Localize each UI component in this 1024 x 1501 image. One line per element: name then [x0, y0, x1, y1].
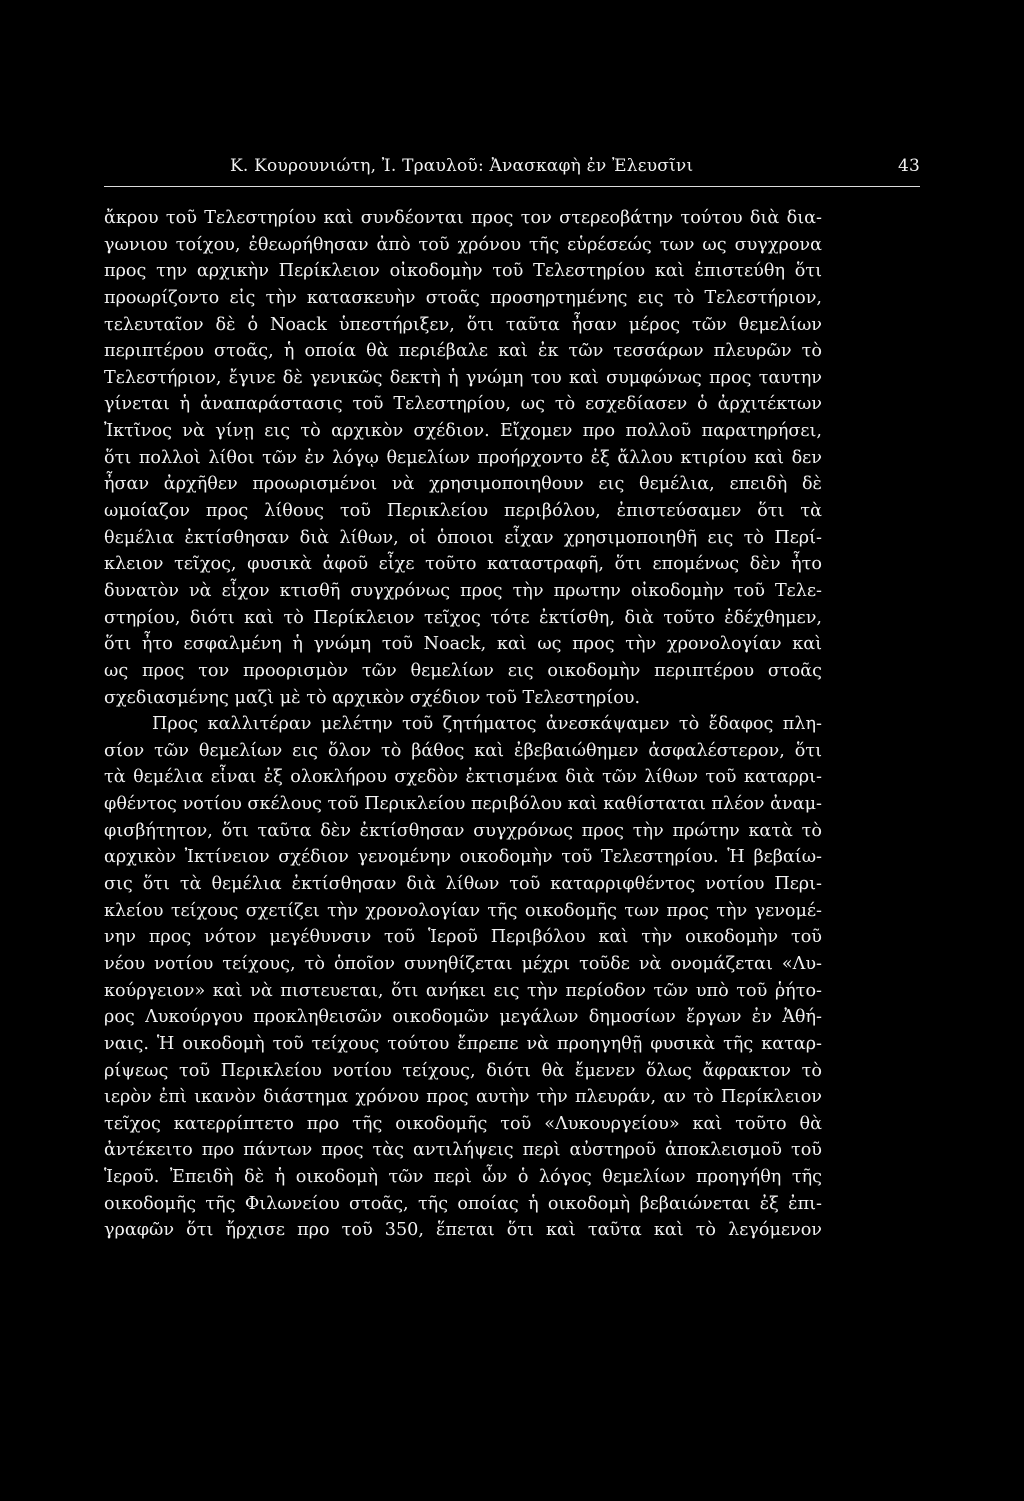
text-line: σχεδιασμένης μαζὶ μὲ τὸ αρχικὸν σχέδιον τοῦ Τελεστηρίου. [104, 687, 641, 708]
text-line: τεῖχος κατερρίπτετο προ τῆς οικοδομῆς τοῦ «Λυκουργείου» καὶ τοῦτο θὰ [104, 1113, 822, 1134]
text-line: ναις. Ἡ οικοδομὴ τοῦ τείχους τούτου ἔπρεπε νὰ προηγηθῇ φυσικὰ τῆς καταρ- [104, 1033, 822, 1054]
text-line: ὅτι ἦτο εσφαλμένη ἡ γνώμη τοῦ Noack, καὶ ως προς τὴν χρονολογίαν καὶ [104, 634, 822, 655]
text-line: γίνεται ἡ ἀναπαράστασις τοῦ Τελεστηρίου, ως τὸ εσχεδίασεν ὁ ἀρχιτέκτων [104, 394, 822, 415]
text-line: κούργειον» καὶ νὰ πιστευεται, ὅτι ανήκει εις τὴν περίοδον τῶν υπὸ τοῦ ῥήτο- [104, 980, 822, 1001]
text-line: Ἰκτῖνος νὰ γίνῃ εις τὸ αρχικὸν σχέδιον. Εἴχομεν προ πολλοῦ παρατηρήσει, [104, 421, 822, 442]
text-line: σις ὅτι τὰ θεμέλια ἐκτίσθησαν διὰ λίθων τοῦ καταρριφθέντος νοτίου Περι- [104, 874, 822, 895]
body-text [104, 205, 822, 1244]
text-line: στηρίου, διότι καὶ τὸ Περίκλειον τεῖχος τότε ἐκτίσθη, διὰ τοῦτο ἐδέχθημεν, [104, 607, 822, 628]
text-line: αρχικὸν Ἰκτίνειον σχέδιον γενομένην οικοδομὴν τοῦ Τελεστηρίου. Ἡ βεβαίω- [104, 847, 822, 868]
text-line: φθέντος νοτίου σκέλους τοῦ Περικλείου περιβόλου καὶ καθίσταται πλέον ἀναμ- [104, 794, 822, 815]
text-line: γραφῶν ὅτι ἤρχισε προ τοῦ 350, ἕπεται ὅτι καὶ ταῦτα καὶ τὸ λεγόμενον [104, 1220, 822, 1241]
text-line: τὰ θεμέλια εἶναι ἐξ ολοκλήρου σχεδὸν ἐκτισμένα διὰ τῶν λίθων τοῦ καταρρι- [104, 767, 822, 788]
text-line: ρίψεως τοῦ Περικλείου νοτίου τείχους, διότι θὰ ἔμενεν ὅλως ἄφρακτον τὸ [104, 1060, 822, 1081]
text-line: φισβήτητον, ὅτι ταῦτα δὲν ἐκτίσθησαν συγχρόνως προς τὴν πρώτην κατὰ τὸ [104, 820, 822, 841]
text-line: γωνιου τοίχου, ἐθεωρήθησαν ἀπὸ τοῦ χρόνου τῆς εὑρέσεώς των ως συγχρονα [104, 234, 822, 255]
text-line: δυνατὸν νὰ εἶχον κτισθῆ συγχρόνως προς τὴν πρωτην οἰκοδομὴν τοῦ Τελε- [104, 580, 822, 601]
text-line: ἄκρου τοῦ Τελεστηρίου καὶ συνδέονται προς τον στερεοβάτην τούτου διὰ δια- [104, 208, 822, 228]
text-line: προωρίζοντο εἰς τὴν κατασκευὴν στοᾶς προσηρτημένης εις τὸ Τελεστήριον, [104, 287, 822, 308]
text-line: ιερὸν ἐπὶ ικανὸν διάστημα χρόνου προς αυτὴν τὴν πλευράν, αν τὸ Περίκλειον [104, 1087, 822, 1108]
text-line: κλείου τείχους σχετίζει τὴν χρονολογίαν τῆς οικοδομῆς των προς τὴν γενομέ- [104, 900, 822, 921]
text-line: ἀντέκειτο προ πάντων προς τὰς αντιλήψεις περὶ αὐστηροῦ ἀποκλεισμοῦ τοῦ [104, 1140, 822, 1161]
text-line: Προς καλλιτέραν μελέτην τοῦ ζητήματος ἀνεσκάψαμεν τὸ ἔδαφος πλη- [152, 714, 822, 735]
text-line: ρος Λυκούργου προκληθεισῶν οικοδομῶν μεγάλων δημοσίων ἔργων ἐν Ἀθή- [104, 1007, 822, 1028]
text-line: Ἱεροῦ. Ἐπειδὴ δὲ ἡ οικοδομὴ τῶν περὶ ὧν ὁ λόγος θεμελίων προηγήθη τῆς [104, 1167, 822, 1188]
text-line: Τελεστήριον, ἔγινε δὲ γενικῶς δεκτὴ ἡ γνώμη του καὶ συμφώνως προς ταυτην [104, 367, 822, 388]
text-line: σίον τῶν θεμελίων εις ὅλον τὸ βάθος καὶ ἐβεβαιώθημεν ἀσφαλέστερον, ὅτι [104, 740, 822, 761]
text-line: οικοδομῆς τῆς Φιλωνείου στοᾶς, τῆς οποίας ἡ οικοδομὴ βεβαιώνεται ἐξ ἐπι- [104, 1193, 822, 1214]
text-line: νην προς νότον μεγέθυνσιν τοῦ Ἱεροῦ Περιβόλου καὶ τὴν οικοδομὴν τοῦ [104, 927, 822, 948]
text-line: ὅτι πολλοὶ λίθοι τῶν ἐν λόγῳ θεμελίων προήρχοντο ἐξ ἄλλου κτιρίου καὶ δεν [104, 447, 822, 468]
text-line: ωμοίαζον προς λίθους τοῦ Περικλείου περιβόλου, ἐπιστεύσαμεν ὅτι τὰ [104, 501, 822, 522]
text-line: τελευταῖον δὲ ὁ Noack ὑπεστήριξεν, ὅτι ταῦτα ἦσαν μέρος τῶν θεμελίων [104, 314, 822, 335]
running-title: Κ. Κουρουνιώτη, Ἰ. Τραυλοῦ: Ἀνασκαφὴ ἐν Ἐλευσῖνι [230, 156, 694, 176]
text-line: θεμέλια ἐκτίσθησαν διὰ λίθων, οἱ ὁποιοι εἶχαν χρησιμοποιηθῆ εις τὸ Περί- [104, 527, 822, 548]
header-rule [104, 186, 920, 187]
text-line: προς την αρχικὴν Περίκλειον οἰκοδομὴν τοῦ Τελεστηρίου καὶ ἐπιστεύθη ὅτι [104, 261, 822, 282]
text-line: ως προς τον προορισμὸν τῶν θεμελίων εις οικοδομὴν περιπτέρου στοᾶς [104, 660, 822, 681]
text-line: νέου νοτίου τείχους, τὸ ὁποῖον συνηθίζεται μέχρι τοῦδε νὰ ονομάζεται «Λυ- [104, 953, 822, 974]
text-line: περιπτέρου στοᾶς, ἡ οποία θὰ περιέβαλε καὶ ἐκ τῶν τεσσάρων πλευρῶν τὸ [104, 341, 822, 362]
text-line: ἦσαν ἀρχῆθεν προωρισμένοι νὰ χρησιμοποιηθουν εις θεμέλια, επειδὴ δὲ [104, 474, 822, 495]
running-header [104, 156, 920, 186]
page-number: 43 [897, 156, 920, 176]
text-line: κλειον τεῖχος, φυσικὰ ἀφοῦ εἶχε τοῦτο καταστραφῆ, ὅτι επομένως δὲν ἦτο [104, 554, 822, 575]
